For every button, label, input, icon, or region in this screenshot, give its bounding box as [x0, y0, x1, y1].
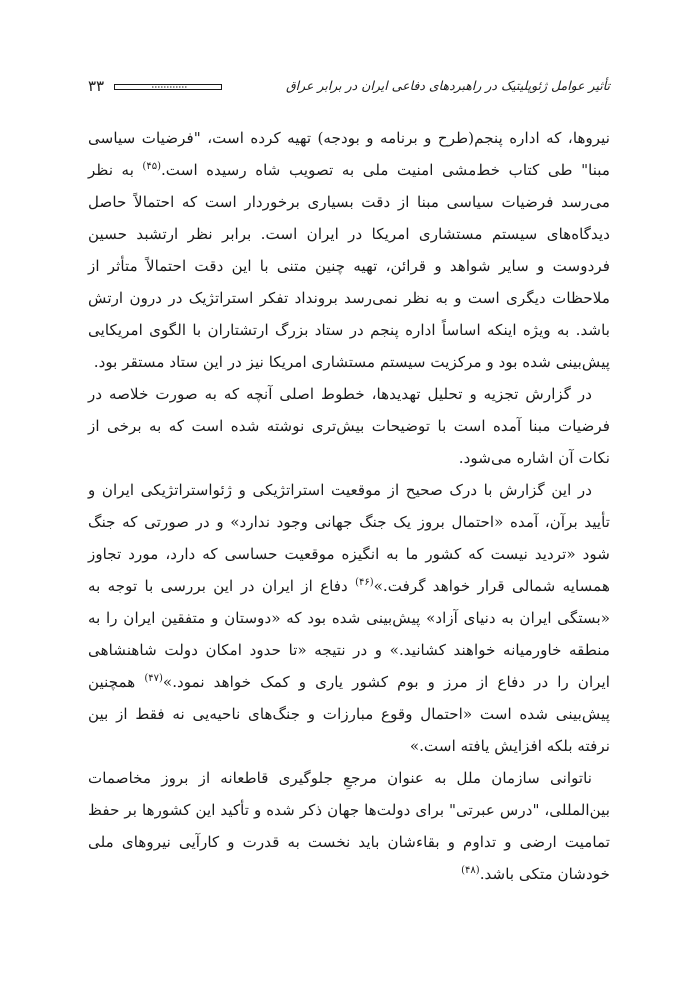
paragraph-1-text-a: نیروها، که اداره پنجم(طرح و برنامه و بودجه) تهیه کرده است، "فرضیات سیاسی مبنا" طی کتاب خط‌مشی امنیت ملی به تصویب شاه رسیده است. — [88, 129, 610, 179]
body-text — [88, 122, 610, 890]
footnote-ref-47: (۴۷) — [144, 672, 163, 684]
paragraph-3-text-b: دفاع از ایران در این بررسی با توجه به «بستگی ایران به دنیای آزاد» پیش‌بینی شده بود که «دوستان و متفقین ایران را به منطقه خاورمیانه خواهند کشانید.» و در نتیجه «تا حدود امکان دولت شاهنشاهی ایران را در دفاع از مرز و بوم کشور یاری و کمک خواهد نمود.» — [88, 577, 610, 691]
paragraph-3 — [88, 474, 610, 762]
paragraph-3-text-c: همچنین پیش‌بینی شده است «احتمال وقوع مبارزات و جنگ‌های ناحیه‌یی نه فقط از بین نرفته بلکه افزایش یافته است.» — [88, 673, 610, 755]
footnote-ref-46: (۴۶) — [355, 576, 374, 588]
paragraph-2: در گزارش تجزیه و تحلیل تهدیدها، خطوط اصلی آنچه که به صورت خلاصه در فرضیات مبنا آمده است با توضیحات بیش‌تری نوشته شده است که به برخی از نکات آن اشاره می‌شود. — [88, 385, 610, 467]
paragraph-4-text-a: ناتوانی سازمان ملل به عنوان مرجعِ جلوگیری قاطعانه از بروز مخاصمات بین‌المللی، "درس عبرتی" برای دولت‌ها جهان ذکر شده و تأکید این کشورها بر حفظ تمامیت ارضی و تداوم و بقاءشان باید نخست به قدرت و کارآیی نیروهای ملی خودشان متکی باشد. — [88, 769, 610, 883]
paragraph-3-text-a: در این گزارش با درک صحیح از موقعیت استراتژیکی و ژئواستراتژیکی ایران و تأیید برآن، آمده «احتمال بروز یک جنگ جهانی وجود ندارد» و در صورتی که جنگ شود «تردید نیست که کشور ما به انگیزه موقعیت حساسی که دارد، مورد تجاوز همسایه شمالی قرار خواهد گرفت.» — [88, 481, 610, 595]
header-ornament-rule — [114, 84, 222, 90]
footnote-ref-45: (۴۵) — [142, 160, 161, 172]
running-title: تأثیر عوامل ژئوپلیتیک در راهبردهای دفاعی ایران در برابر عراق — [285, 78, 610, 93]
paragraph-4 — [88, 762, 610, 890]
paragraph-1-text-b: به نظر می‌رسد فرضیات سیاسی مبنا از دقت بسیاری برخوردار است که احتمالاً حاصل دیدگاه‌های سیستم مستشاری امریکا در ایران است. برابر نظر ارتشبد حسین فردوست و سایر شواهد و قرائن، تهیه چنین متنی با این دقت احتمالاً متأثر از ملاحظات دیگری است و به نظر نمی‌رسد برونداد تفکر استراتژیک در درون ارتش باشد. به ویژه اینکه اساساً اداره پنجم در ستاد بزرگ ارتشتاران با الگوی امریکایی پیش‌بینی شده بود و مرکزیت سیستم مستشاری امریکا نیز در این ستاد مستقر بود. — [88, 161, 610, 371]
page-number: ۳۳ — [88, 77, 105, 95]
footnote-ref-48: (۴۸) — [461, 864, 480, 876]
paragraph-1 — [88, 122, 610, 378]
page-header — [88, 76, 610, 98]
